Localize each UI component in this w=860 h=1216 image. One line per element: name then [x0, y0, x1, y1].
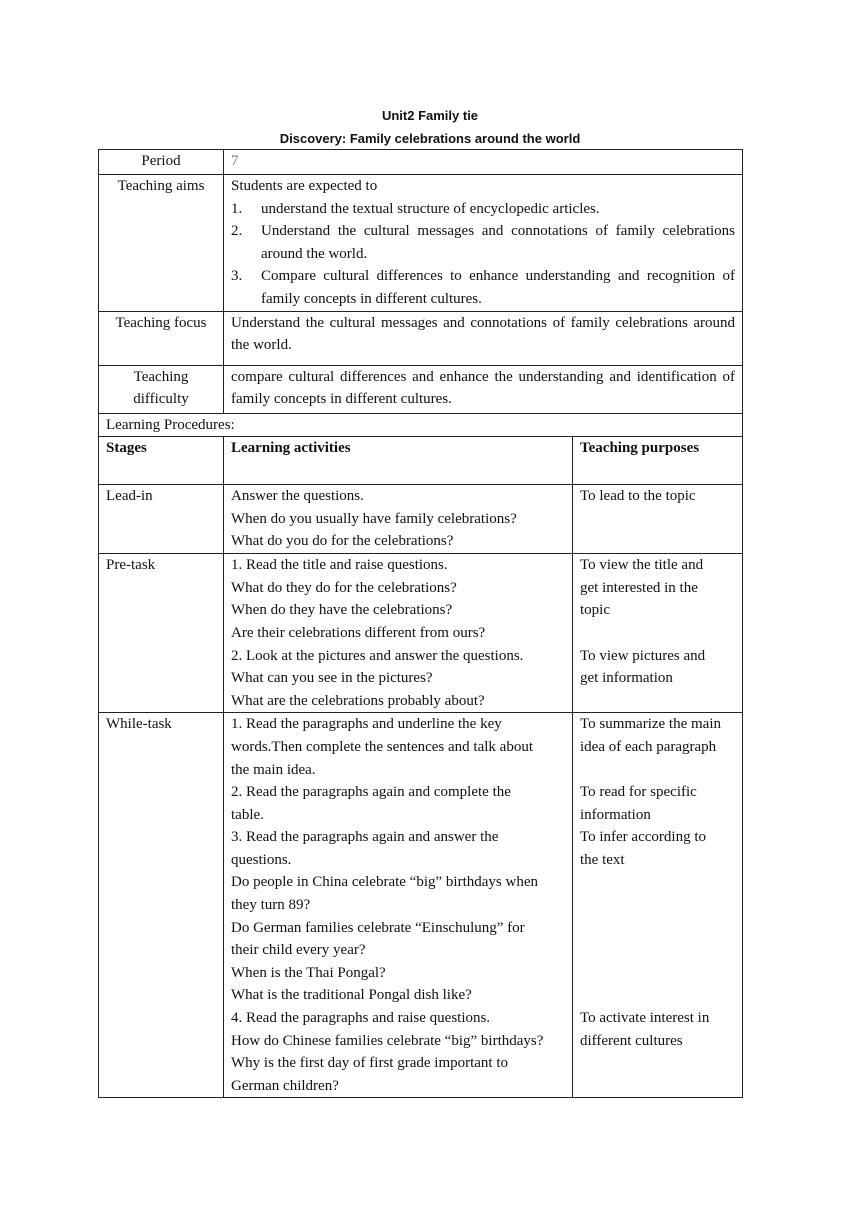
- activity-line: 2. Look at the pictures and answer the questions.: [231, 647, 524, 664]
- activity-line: How do Chinese families celebrate “big” birthdays?: [231, 1032, 544, 1049]
- aim-item: [231, 265, 735, 310]
- stage-name: Pre-task: [99, 554, 224, 713]
- activity-line: What is the traditional Pongal dish like?: [231, 987, 472, 1004]
- aim-text: Understand the cultural messages and connotations of family celebrations around the world.: [261, 223, 735, 262]
- activity-line: German children?: [231, 1077, 339, 1094]
- activity-line: the main idea.: [231, 761, 316, 778]
- activity-line: When is the Thai Pongal?: [231, 964, 386, 981]
- activity-line: their child every year?: [231, 942, 366, 959]
- purpose-gap: [580, 917, 735, 940]
- lesson-title: Discovery: Family celebrations around the world: [279, 131, 581, 146]
- purpose-line: different cultures: [580, 1032, 683, 1049]
- stage-name: While-task: [99, 713, 224, 1098]
- procedures-header-row: [99, 437, 743, 485]
- purpose-line: To summarize the main: [580, 716, 721, 733]
- purpose-line: To activate interest in: [580, 1010, 710, 1027]
- purpose-line: To infer according to: [580, 829, 706, 846]
- purpose-line: To read for specific: [580, 784, 697, 801]
- activity-line: they turn 89?: [231, 897, 311, 914]
- period-label: Period: [99, 150, 224, 175]
- purpose-line: To view pictures and: [580, 647, 706, 664]
- period-value: 7: [224, 150, 743, 175]
- aims-label: Teaching aims: [99, 175, 224, 312]
- activity-line: 4. Read the paragraphs and raise questions.: [231, 1010, 491, 1027]
- aim-item: [231, 220, 735, 265]
- purpose-line: idea of each paragraph: [580, 738, 717, 755]
- activity-line: table.: [231, 806, 264, 823]
- purpose-line: topic: [580, 602, 610, 619]
- purpose-gap: [580, 759, 735, 782]
- purpose-gap: [580, 939, 735, 962]
- activity-line: What are the celebrations probably about?: [231, 692, 485, 709]
- activity-line: questions.: [231, 851, 292, 868]
- procedures-heading-row: [99, 413, 743, 437]
- difficulty-label: [99, 365, 224, 413]
- difficulty-row: [99, 365, 743, 413]
- purposes-cell: [573, 554, 743, 713]
- stage-name: Lead-in: [99, 485, 224, 554]
- difficulty-label-line: Teaching: [133, 368, 189, 385]
- activity-line: What can you see in the pictures?: [231, 670, 433, 687]
- procedure-row-pretask: [99, 554, 743, 713]
- activity-line: Answer the questions.: [231, 488, 364, 505]
- focus-label: Teaching focus: [99, 311, 224, 365]
- purposes-cell: [573, 713, 743, 1098]
- purpose-gap: [580, 622, 735, 645]
- aims-list: [231, 198, 735, 311]
- activity-line: Do German families celebrate “Einschulung” for: [231, 919, 525, 936]
- aim-text: Compare cultural differences to enhance understanding and recognition of family concepts in different cultures.: [261, 268, 735, 307]
- activity-line: Are their celebrations different from ours?: [231, 624, 486, 641]
- activity-line: When do you usually have family celebrations?: [231, 510, 517, 527]
- activity-line: What do they do for the celebrations?: [231, 579, 457, 596]
- focus-text: Understand the cultural messages and connotations of family celebrations around the world.: [224, 311, 743, 365]
- purpose-line: get interested in the: [580, 579, 698, 596]
- purpose-gap: [580, 962, 735, 985]
- aim-text: understand the textual structure of encyclopedic articles.: [261, 200, 600, 217]
- difficulty-label-line: difficulty: [133, 391, 189, 408]
- procedure-row-leadin: [99, 485, 743, 554]
- activity-line: When do they have the celebrations?: [231, 602, 453, 619]
- aim-number: 3.: [231, 268, 243, 285]
- purpose-line: the text: [580, 851, 625, 868]
- activities-cell: [224, 713, 573, 1098]
- col-header-stages: Stages: [99, 437, 224, 485]
- aim-item: [231, 198, 735, 221]
- purpose-gap: [580, 894, 735, 917]
- aim-number: 1.: [231, 200, 243, 217]
- col-header-activities: Learning activities: [224, 437, 573, 485]
- col-header-purposes: Teaching purposes: [573, 437, 743, 485]
- activities-cell: [224, 485, 573, 554]
- unit-title: Unit2 Family tie: [381, 108, 479, 123]
- purpose-line: To lead to the topic: [580, 488, 696, 505]
- aims-intro: Students are expected to: [231, 178, 378, 194]
- aims-row: [99, 175, 743, 312]
- activity-line: 1. Read the title and raise questions.: [231, 557, 448, 574]
- purpose-line: get information: [580, 670, 673, 687]
- activity-line: words.Then complete the sentences and talk about: [231, 738, 533, 755]
- activity-line: Why is the first day of first grade important to: [231, 1055, 509, 1072]
- period-row: [99, 150, 743, 175]
- procedure-row-whiletask: [99, 713, 743, 1098]
- activity-line: 3. Read the paragraphs again and answer the: [231, 829, 499, 846]
- purpose-line: information: [580, 806, 651, 823]
- purpose-gap: [580, 871, 735, 894]
- aim-number: 2.: [231, 223, 243, 240]
- activity-line: Do people in China celebrate “big” birthdays when: [231, 874, 538, 891]
- activity-line: What do you do for the celebrations?: [231, 533, 454, 550]
- focus-row: [99, 311, 743, 365]
- aims-cell: [224, 175, 743, 312]
- activities-cell: [224, 554, 573, 713]
- difficulty-text: compare cultural differences and enhance the understanding and identification of family concepts in different cultures.: [224, 365, 743, 413]
- purpose-gap: [580, 984, 735, 1007]
- purposes-cell: [573, 485, 743, 554]
- lesson-plan-table: [98, 149, 743, 1098]
- activity-line: 2. Read the paragraphs again and complete the: [231, 784, 511, 801]
- purpose-line: To view the title and: [580, 557, 704, 574]
- procedures-heading: Learning Procedures:: [99, 413, 743, 437]
- activity-line: 1. Read the paragraphs and underline the key: [231, 716, 502, 733]
